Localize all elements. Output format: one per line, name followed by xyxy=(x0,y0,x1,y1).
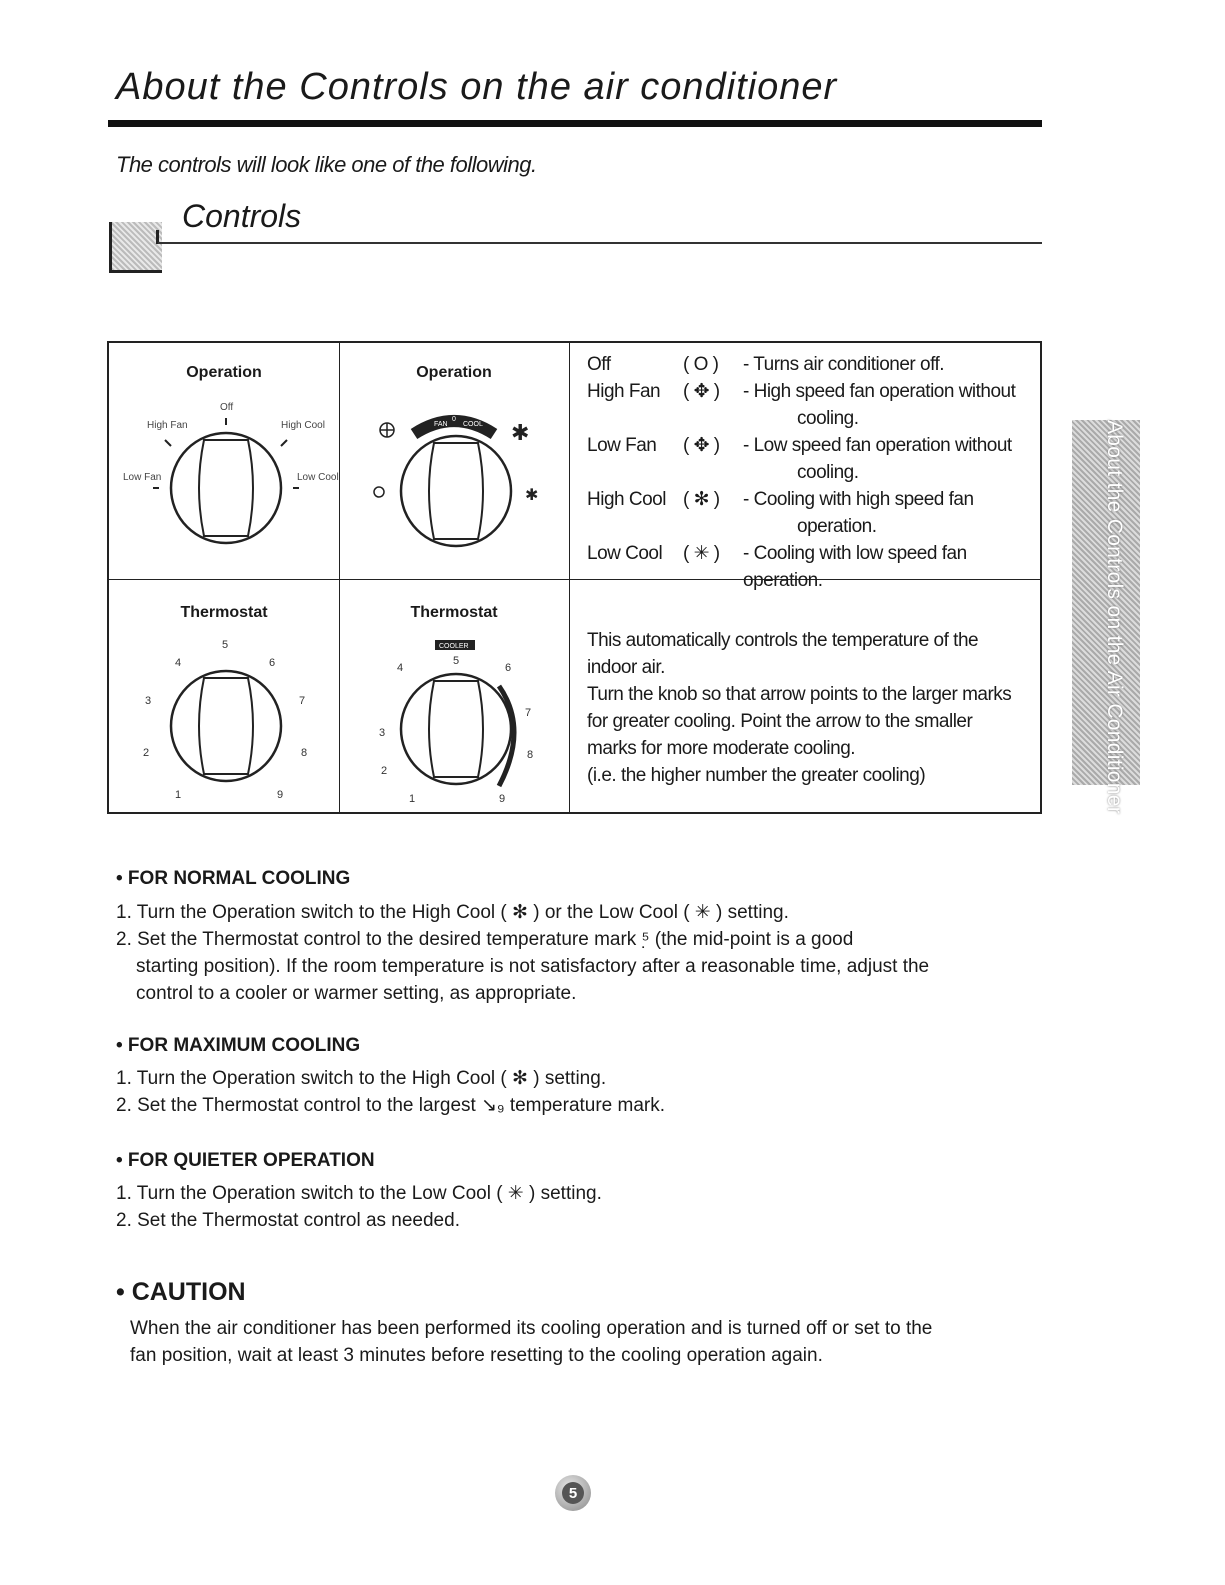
low-cool-icon: ( ✳ ) xyxy=(683,543,720,564)
text-line: (i.e. the higher number the greater cooling) xyxy=(587,765,926,786)
mode-name: Low Fan xyxy=(587,435,657,456)
low-fan-icon: ( ✥ ) xyxy=(683,435,720,456)
section-rule xyxy=(158,242,1042,244)
mode-row xyxy=(587,405,1047,432)
cooler-badge: COOLER xyxy=(439,643,469,650)
off-icon: ( O ) xyxy=(683,354,719,375)
mark-2: 2 xyxy=(143,747,150,759)
mark-9: 9 xyxy=(277,789,284,801)
mode-desc: - Cooling with low speed fan operation. xyxy=(743,543,967,591)
mark-6: 6 xyxy=(269,657,276,669)
title-rule xyxy=(108,120,1042,127)
mode-desc: - Turns air conditioner off. xyxy=(743,354,945,375)
text-line: marks for more moderate cooling. xyxy=(587,738,856,759)
mode-name: High Cool xyxy=(587,489,666,510)
text-line: 2. Set the Thermostat control as needed. xyxy=(116,1210,460,1231)
dial2-cool: COOL xyxy=(463,421,483,428)
mark2-1: 1 xyxy=(409,793,416,805)
mark-4: 4 xyxy=(175,657,182,669)
mark-8: 8 xyxy=(301,747,308,759)
high-cool-icon: ( ✻ ) xyxy=(683,489,720,510)
page-title: About the Controls on the air conditioner xyxy=(116,66,838,108)
thermostat-dial-1 xyxy=(109,626,339,816)
low-fan-icon xyxy=(374,487,384,497)
text-line: for greater cooling. Point the arrow to the smaller xyxy=(587,711,973,732)
operation-dial-2 xyxy=(339,388,569,578)
mark-3: 3 xyxy=(145,695,152,707)
mode-desc-cont: cooling. xyxy=(797,462,859,483)
mode-desc: - Low speed fan operation without xyxy=(743,435,1012,456)
mode-name: High Fan xyxy=(587,381,661,402)
mode-row xyxy=(587,513,1047,540)
mark2-7: 7 xyxy=(525,707,532,719)
mark2-4: 4 xyxy=(397,662,404,674)
text-line: fan position, wait at least 3 minutes before resetting to the cooling operation again. xyxy=(130,1345,823,1366)
mark-5: 5 xyxy=(222,639,229,651)
mode-row xyxy=(587,432,1047,459)
thermostat-label-2: Thermostat xyxy=(410,604,498,621)
mark-9-icon: ↘₉ xyxy=(481,1095,505,1116)
operation-dial-1 xyxy=(109,388,339,578)
high-cool-icon: ✱ xyxy=(511,421,530,446)
operation-label: Operation xyxy=(186,364,262,381)
dial-label-high-fan: High Fan xyxy=(147,420,188,431)
quieter-operation-heading: • FOR QUIETER OPERATION xyxy=(116,1150,375,1171)
thermostat-label: Thermostat xyxy=(180,604,268,621)
mode-name: Off xyxy=(587,354,611,375)
mode-row xyxy=(587,486,1047,513)
text-line: 2. Set the Thermostat control to the largest xyxy=(116,1095,476,1116)
thermostat-description xyxy=(587,627,1047,789)
caution-body xyxy=(130,1315,1050,1369)
midpoint-mark-icon: ⁵̣ xyxy=(641,929,650,950)
text-line: When the air conditioner has been performed its cooling operation and is turned off or set to the xyxy=(130,1318,933,1339)
text-line: This automatically controls the temperature of the xyxy=(587,630,979,651)
mode-desc-cont: operation. xyxy=(797,516,877,537)
maximum-cooling-body xyxy=(116,1065,1056,1119)
side-tab-label: About the Controls on the Air Conditioner xyxy=(1103,420,1126,815)
section-title: Controls xyxy=(182,198,302,234)
operation-label-2: Operation xyxy=(416,364,492,381)
normal-cooling-body xyxy=(116,899,1056,1007)
dial2-fan: FAN xyxy=(434,421,448,428)
maximum-cooling-heading: • FOR MAXIMUM COOLING xyxy=(116,1035,361,1056)
dial-label-low-cool: Low Cool xyxy=(297,472,339,483)
text-line: control to a cooler or warmer setting, as appropriate. xyxy=(136,983,577,1004)
text-line: starting position). If the room temperature is not satisfactory after a reasonable time, adjust the xyxy=(136,956,930,977)
page-number-badge xyxy=(555,1475,591,1511)
mode-row xyxy=(587,351,1047,378)
table-divider xyxy=(569,343,570,812)
text-line: (the mid-point is a good xyxy=(654,929,854,950)
text-line: Turn the knob so that arrow points to the larger marks xyxy=(587,684,1012,705)
section-marker xyxy=(109,222,162,273)
thermostat-dial-2 xyxy=(339,626,569,816)
quieter-operation-body xyxy=(116,1180,1056,1234)
dial-label-high-cool: High Cool xyxy=(281,420,325,431)
page-number: 5 xyxy=(562,1482,584,1504)
mark2-3: 3 xyxy=(379,727,386,739)
mode-row xyxy=(587,378,1047,405)
dial2-off: 0 xyxy=(452,416,456,423)
text-line: 1. Turn the Operation switch to the Low Cool ( ✳ ) setting. xyxy=(116,1183,602,1204)
dial-label-off: Off xyxy=(220,402,234,413)
page-subtitle: The controls will look like one of the following. xyxy=(116,152,537,177)
mode-desc: - Cooling with high speed fan xyxy=(743,489,974,510)
table-divider xyxy=(339,579,570,580)
mark-7: 7 xyxy=(299,695,306,707)
text-line: 1. Turn the Operation switch to the High Cool ( ✻ ) setting. xyxy=(116,1068,607,1089)
mark-1: 1 xyxy=(175,789,182,801)
mark2-9: 9 xyxy=(499,793,506,805)
controls-table xyxy=(107,341,1042,814)
mark2-2: 2 xyxy=(381,765,388,777)
mode-list xyxy=(587,351,1047,594)
text-line: temperature mark. xyxy=(509,1095,666,1116)
mode-row xyxy=(587,540,1047,594)
mode-name: Low Cool xyxy=(587,543,663,564)
mode-desc-cont: cooling. xyxy=(797,408,859,429)
low-cool-icon: ✱ xyxy=(525,485,539,504)
mark2-6: 6 xyxy=(505,662,512,674)
dial-label-low-fan: Low Fan xyxy=(123,472,162,483)
high-fan-icon: ( ✥ ) xyxy=(683,381,720,402)
mark2-5: 5 xyxy=(453,655,460,667)
text-line: 1. Turn the Operation switch to the High Cool ( ✻ ) or the Low Cool ( ✳ ) setting. xyxy=(116,902,789,923)
text-line: indoor air. xyxy=(587,657,665,678)
mode-row xyxy=(587,459,1047,486)
mark2-8: 8 xyxy=(527,749,534,761)
caution-heading: • CAUTION xyxy=(116,1278,246,1306)
mode-desc: - High speed fan operation without xyxy=(743,381,1016,402)
text-line: 2. Set the Thermostat control to the desired temperature mark xyxy=(116,929,637,950)
normal-cooling-heading: • FOR NORMAL COOLING xyxy=(116,868,351,889)
